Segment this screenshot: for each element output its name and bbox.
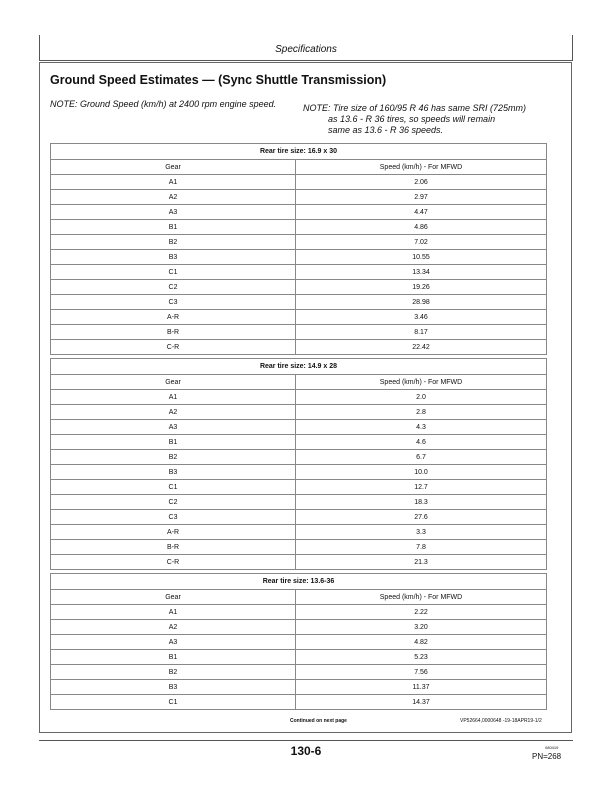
header-rule <box>39 60 573 61</box>
note-tire-size-line-3: same as 13.6 - R 36 speeds. <box>328 125 444 135</box>
speed-cell: 4.3 <box>296 420 547 435</box>
speed-table-16-9x30 <box>50 143 547 355</box>
speed-cell: 28.98 <box>296 295 547 310</box>
table-header-row <box>51 160 547 175</box>
table-row <box>51 480 547 495</box>
speed-cell: 3.20 <box>296 620 547 635</box>
speed-cell: 4.82 <box>296 635 547 650</box>
table-caption: Rear tire size: 16.9 x 30 <box>51 144 547 160</box>
gear-cell: C3 <box>51 510 296 525</box>
table-row <box>51 190 547 205</box>
table-row <box>51 325 547 340</box>
gear-cell: C3 <box>51 295 296 310</box>
page-number: 130-6 <box>290 744 322 758</box>
speed-cell: 19.26 <box>296 280 547 295</box>
table-row <box>51 435 547 450</box>
table-row <box>51 235 547 250</box>
gear-cell: A1 <box>51 605 296 620</box>
table-row <box>51 250 547 265</box>
speed-cell: 3.46 <box>296 310 547 325</box>
speed-cell: 2.97 <box>296 190 547 205</box>
speed-cell: 10.0 <box>296 465 547 480</box>
section-header: Specifications <box>275 44 337 55</box>
speed-cell: 12.7 <box>296 480 547 495</box>
speed-cell: 2.8 <box>296 405 547 420</box>
speed-cell: 2.22 <box>296 605 547 620</box>
column-header-speed: Speed (km/h) - For MFWD <box>296 160 547 175</box>
speed-cell: 8.17 <box>296 325 547 340</box>
table-row <box>51 310 547 325</box>
gear-cell: C1 <box>51 695 296 710</box>
gear-cell: B-R <box>51 325 296 340</box>
gear-cell: A3 <box>51 420 296 435</box>
table-header-row <box>51 590 547 605</box>
pn-number: PN=268 <box>532 752 562 761</box>
gear-cell: B3 <box>51 250 296 265</box>
gear-cell: B2 <box>51 235 296 250</box>
table-row <box>51 555 547 570</box>
speed-cell: 7.8 <box>296 540 547 555</box>
small-code: 080419 <box>545 745 559 750</box>
speed-cell: 4.47 <box>296 205 547 220</box>
table-row <box>51 205 547 220</box>
column-header-gear: Gear <box>51 160 296 175</box>
column-header-gear: Gear <box>51 590 296 605</box>
table-caption: Rear tire size: 14.9 x 28 <box>51 359 547 375</box>
table-row <box>51 220 547 235</box>
gear-cell: C2 <box>51 280 296 295</box>
gear-cell: C-R <box>51 555 296 570</box>
gear-cell: B3 <box>51 465 296 480</box>
table-row <box>51 510 547 525</box>
gear-cell: B2 <box>51 665 296 680</box>
gear-cell: C1 <box>51 265 296 280</box>
table-row <box>51 390 547 405</box>
speed-table-13-6-36 <box>50 573 547 710</box>
table-row <box>51 525 547 540</box>
speed-cell: 11.37 <box>296 680 547 695</box>
table-row <box>51 340 547 355</box>
gear-cell: A-R <box>51 310 296 325</box>
speed-cell: 2.0 <box>296 390 547 405</box>
table-header-row <box>51 375 547 390</box>
speed-cell: 6.7 <box>296 450 547 465</box>
gear-cell: B1 <box>51 650 296 665</box>
note-engine-speed: NOTE: Ground Speed (km/h) at 2400 rpm engine speed. <box>50 99 277 109</box>
column-header-gear: Gear <box>51 375 296 390</box>
table-row <box>51 665 547 680</box>
table-row <box>51 405 547 420</box>
column-header-speed: Speed (km/h) - For MFWD <box>296 590 547 605</box>
table-row <box>51 265 547 280</box>
speed-cell: 7.56 <box>296 665 547 680</box>
table-row <box>51 635 547 650</box>
gear-cell: B1 <box>51 220 296 235</box>
speed-table-14-9x28 <box>50 358 547 570</box>
speed-cell: 18.3 <box>296 495 547 510</box>
table-row <box>51 680 547 695</box>
speed-cell: 4.6 <box>296 435 547 450</box>
page-title: Ground Speed Estimates — (Sync Shuttle Transmission) <box>50 73 387 87</box>
table-row <box>51 420 547 435</box>
table-row <box>51 605 547 620</box>
table-row <box>51 620 547 635</box>
gear-cell: B-R <box>51 540 296 555</box>
gear-cell: A1 <box>51 175 296 190</box>
gear-cell: A2 <box>51 405 296 420</box>
column-header-speed: Speed (km/h) - For MFWD <box>296 375 547 390</box>
speed-cell: 4.86 <box>296 220 547 235</box>
gear-cell: A3 <box>51 635 296 650</box>
speed-cell: 22.42 <box>296 340 547 355</box>
document-reference: VP52664,0000648 -19-18APR19-1/2 <box>460 718 542 724</box>
table-row <box>51 650 547 665</box>
speed-cell: 13.34 <box>296 265 547 280</box>
gear-cell: B3 <box>51 680 296 695</box>
table-row <box>51 465 547 480</box>
table-row <box>51 540 547 555</box>
table-row <box>51 295 547 310</box>
table-row <box>51 175 547 190</box>
speed-cell: 7.02 <box>296 235 547 250</box>
note-tire-size-line-2: as 13.6 - R 36 tires, so speeds will remain <box>328 114 496 124</box>
gear-cell: A-R <box>51 525 296 540</box>
speed-cell: 3.3 <box>296 525 547 540</box>
gear-cell: A2 <box>51 190 296 205</box>
speed-cell: 2.06 <box>296 175 547 190</box>
speed-cell: 27.6 <box>296 510 547 525</box>
table-caption: Rear tire size: 13.6-36 <box>51 574 547 590</box>
gear-cell: A3 <box>51 205 296 220</box>
speed-cell: 5.23 <box>296 650 547 665</box>
gear-cell: C-R <box>51 340 296 355</box>
speed-cell: 14.37 <box>296 695 547 710</box>
gear-cell: B2 <box>51 450 296 465</box>
speed-cell: 21.3 <box>296 555 547 570</box>
gear-cell: B1 <box>51 435 296 450</box>
table-row <box>51 695 547 710</box>
gear-cell: C1 <box>51 480 296 495</box>
note-tire-size <box>303 103 553 136</box>
note-tire-size-line-1: NOTE: Tire size of 160/95 R 46 has same SRI (725mm) <box>303 103 527 113</box>
footer-rule <box>39 740 573 741</box>
continued-note: Continued on next page <box>290 718 347 724</box>
gear-cell: C2 <box>51 495 296 510</box>
speed-cell: 10.55 <box>296 250 547 265</box>
table-row <box>51 495 547 510</box>
gear-cell: A2 <box>51 620 296 635</box>
table-row <box>51 280 547 295</box>
table-row <box>51 450 547 465</box>
gear-cell: A1 <box>51 390 296 405</box>
